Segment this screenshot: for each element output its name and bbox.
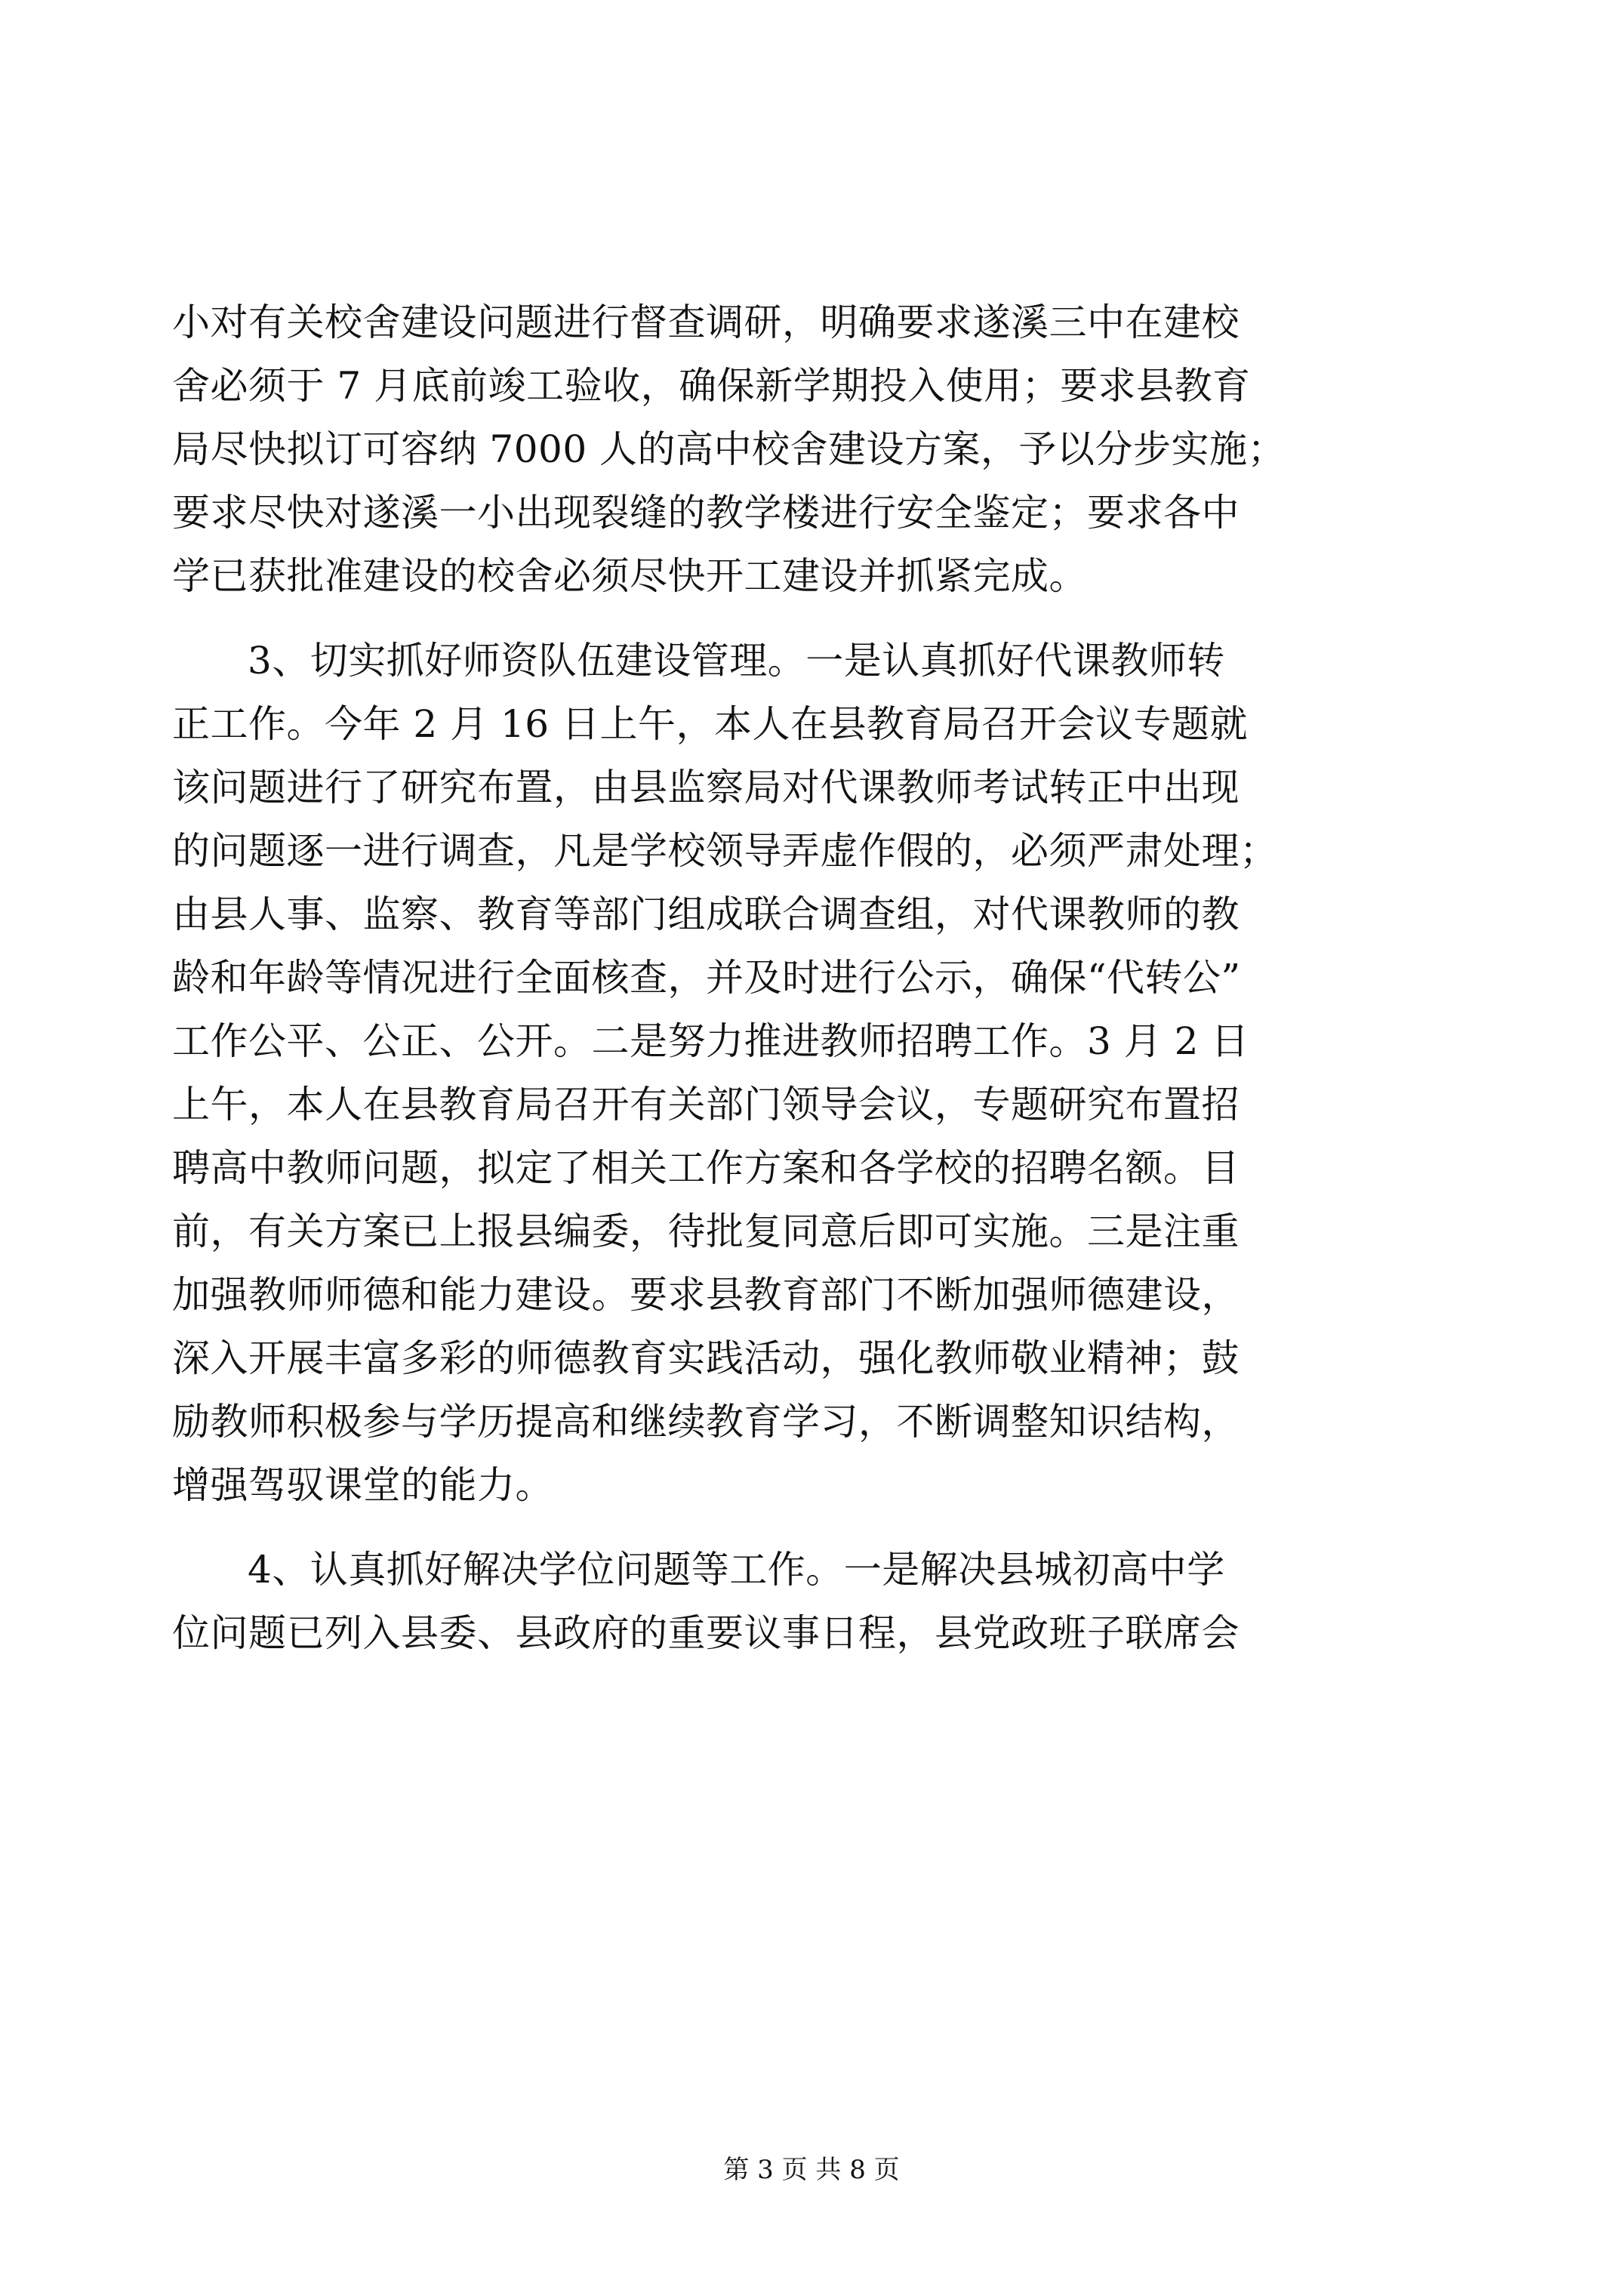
text-line: 增强驾驭课堂的能力。: [172, 1463, 553, 1507]
text-line: 要求尽快对遂溪一小出现裂缝的教学楼进行安全鉴定；要求各中: [172, 491, 1240, 535]
text-line: 工作公平、公正、公开。二是努力推进教师招聘工作。3 月 2 日: [172, 1019, 1249, 1063]
document-body: [172, 291, 1455, 1665]
text-line: 小对有关校舍建设问题进行督查调研，明确要求遂溪三中在建校: [172, 300, 1240, 344]
text-line: 聘高中教师问题，拟定了相关工作方案和各学校的招聘名额。目: [172, 1146, 1240, 1190]
text-line: 前，有关方案已上报县编委，待批复同意后即可实施。三是注重: [172, 1210, 1240, 1253]
text-line: 该问题进行了研究布置，由县监察局对代课教师考试转正中出现: [172, 766, 1240, 809]
text-line: 正工作。今年 2 月 16 日上午，本人在县教育局召开会议专题就: [172, 702, 1249, 746]
text-line: 龄和年龄等情况进行全面核查，并及时进行公示，确保“代转公”: [172, 956, 1241, 1000]
page-number-footer: 第 3 页 共 8 页: [723, 2155, 900, 2185]
text-line: 舍必须于 7 月底前竣工验收，确保新学期投入使用；要求县教育: [172, 364, 1251, 408]
text-line: 深入开展丰富多彩的师德教育实践活动，强化教师敬业精神；鼓: [172, 1336, 1240, 1380]
text-line: 上午，本人在县教育局召开有关部门领导会议，专题研究布置招: [172, 1083, 1240, 1126]
text-line: 加强教师师德和能力建设。要求县教育部门不断加强师德建设，: [172, 1273, 1240, 1317]
paragraph-4-heading-line: 4、认真抓好解决学位问题等工作。一是解决县城初高中学: [248, 1548, 1225, 1592]
text-line: 的问题逐一进行调查，凡是学校领导弄虚作假的，必须严肃处理；: [172, 829, 1278, 873]
text-line: 励教师积极参与学历提高和继续教育学习，不断调整知识结构，: [172, 1400, 1240, 1444]
text-line: 位问题已列入县委、县政府的重要议事日程，县党政班子联席会: [172, 1611, 1240, 1655]
text-line: 局尽快拟订可容纳 7000 人的高中校舍建设方案，予以分步实施；: [172, 427, 1286, 471]
paragraph-3-heading-line: 3、切实抓好师资队伍建设管理。一是认真抓好代课教师转: [248, 639, 1225, 683]
text-line: 学已获批准建设的校舍必须尽快开工建设并抓紧完成。: [172, 554, 1087, 598]
text-line: 由县人事、监察、教育等部门组成联合调查组，对代课教师的教: [172, 892, 1240, 936]
